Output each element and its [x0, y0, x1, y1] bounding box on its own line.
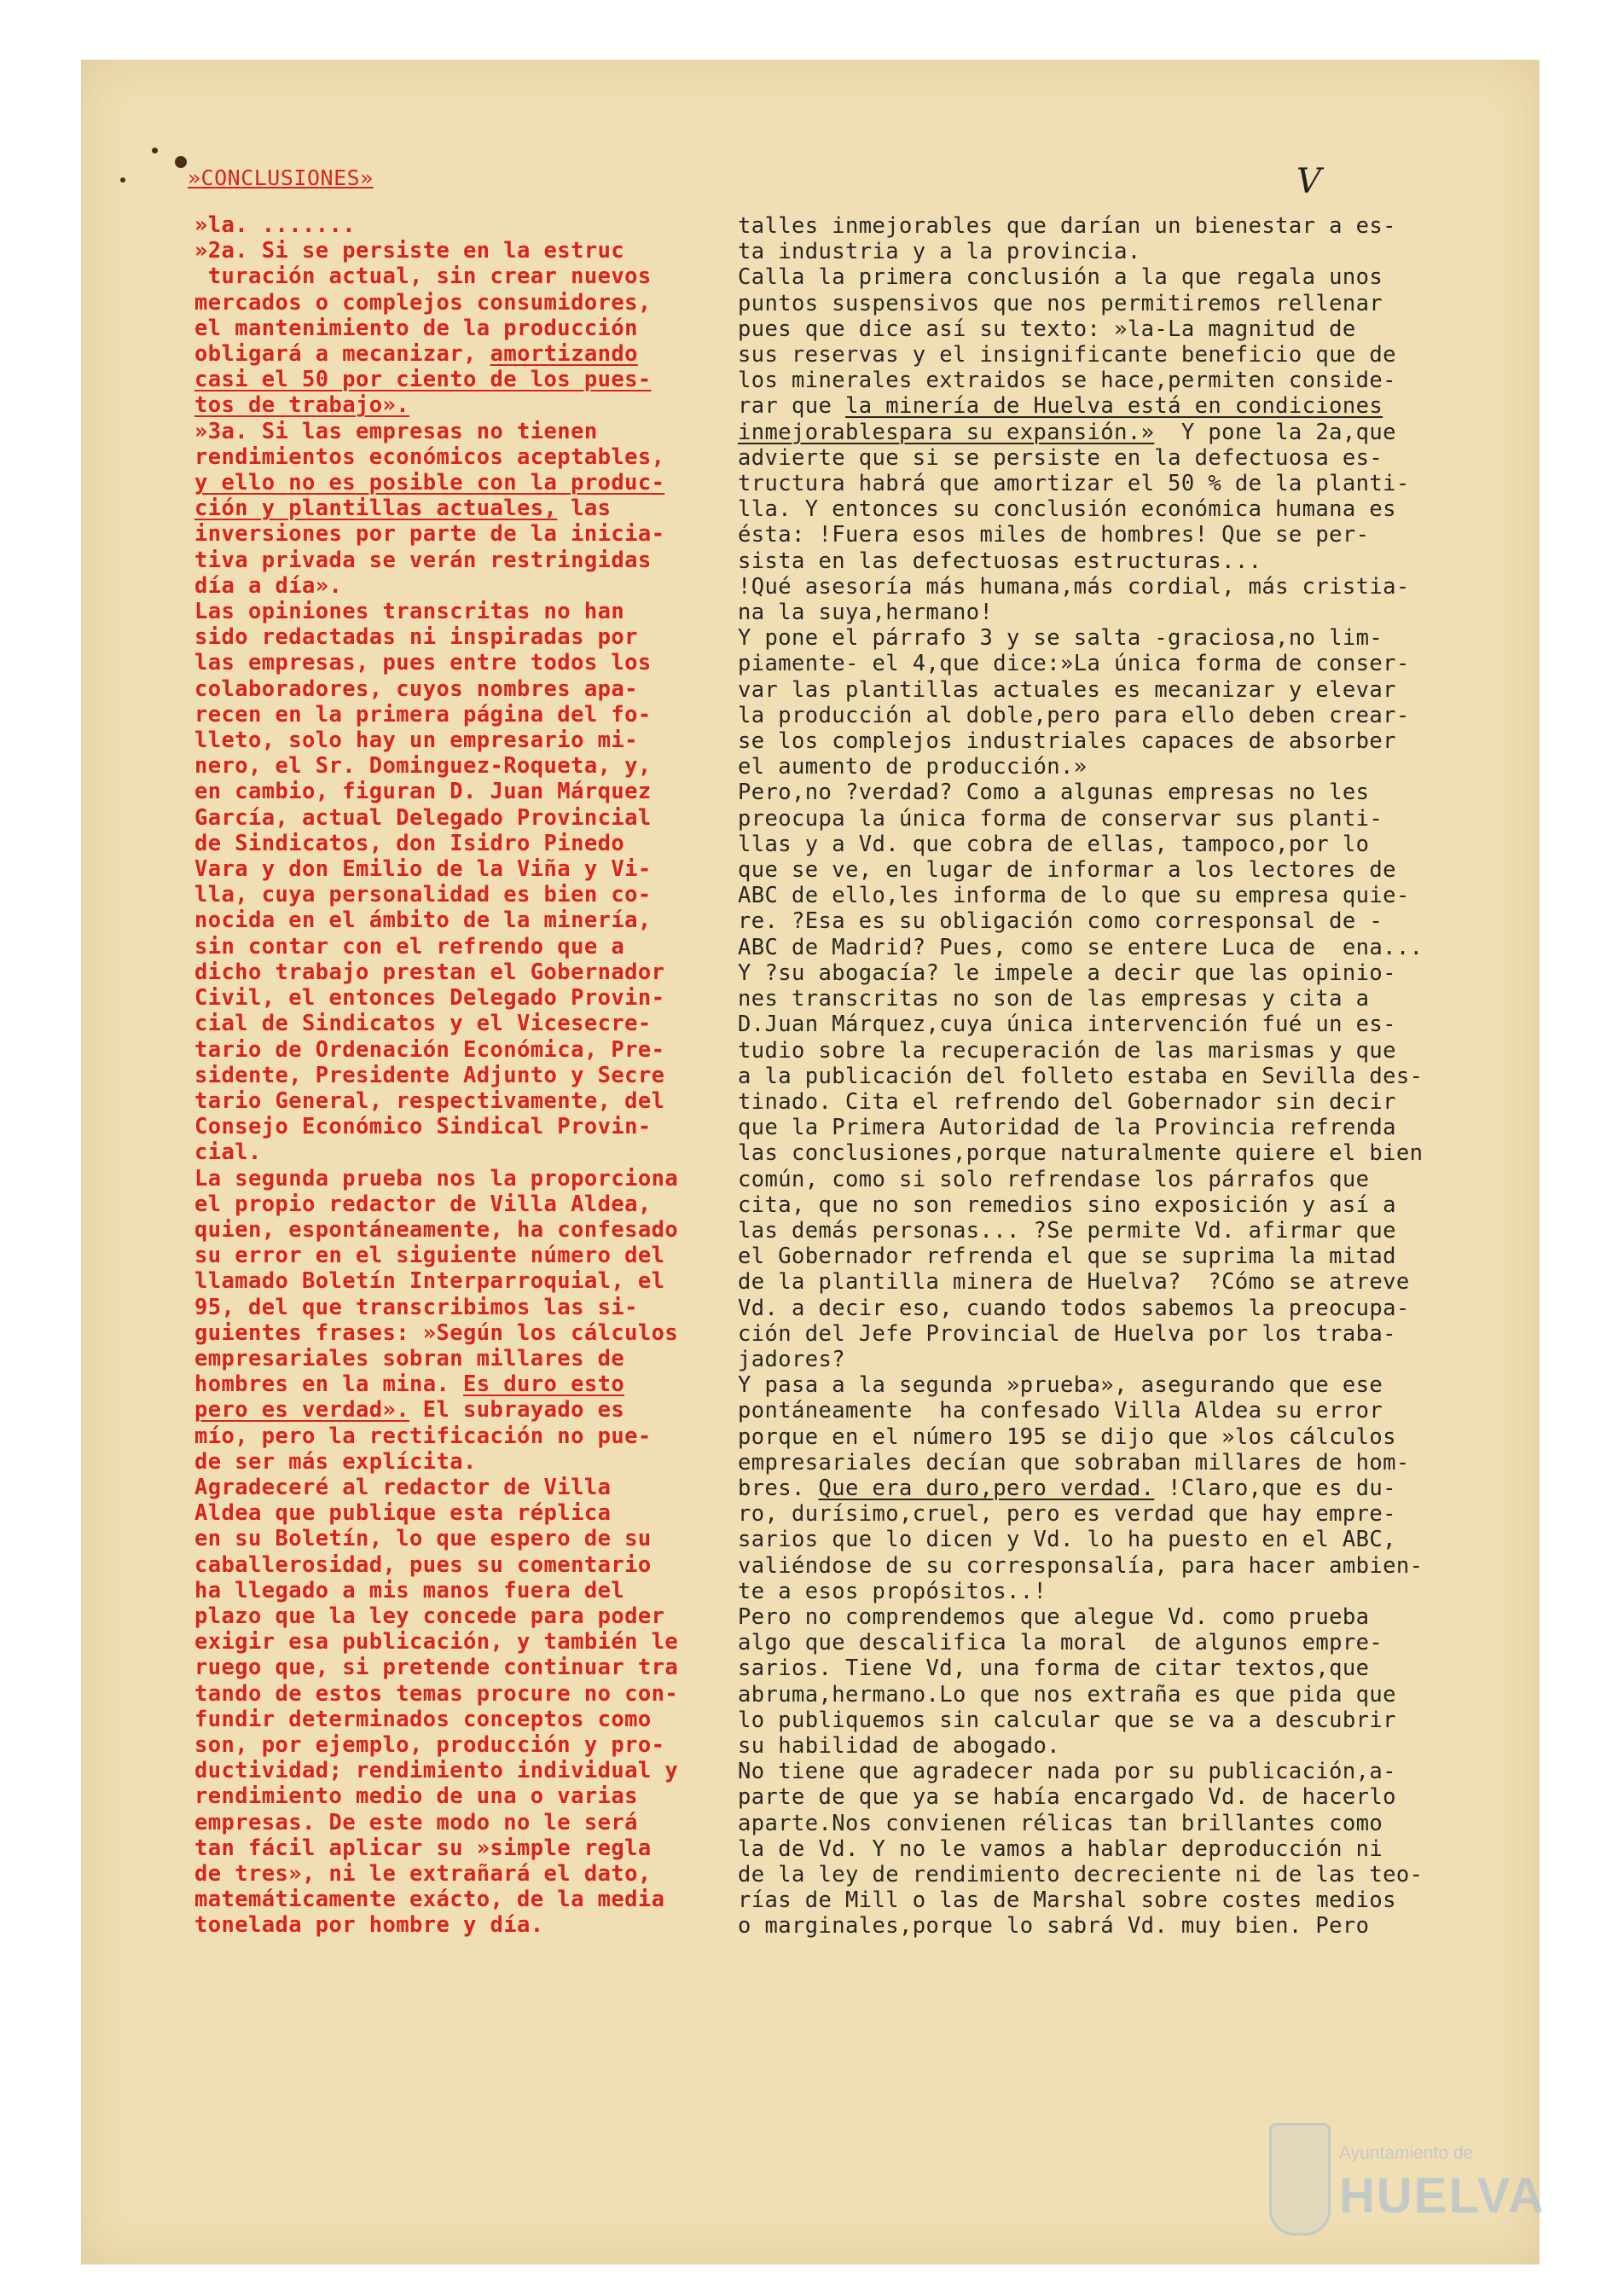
text-line: García, actual Delegado Provincial: [194, 804, 652, 831]
text-line: valiéndose de su corresponsalía, para hacer ambien-: [738, 1552, 1424, 1579]
binding-hole: [152, 148, 158, 154]
text-line: Las opiniones transcritas no han: [194, 599, 625, 625]
text-line: de ser más explícita.: [194, 1448, 477, 1475]
text-line: tinado. Cita el refrendo del Gobernador sin decir: [738, 1088, 1396, 1115]
left-column: [194, 212, 678, 1939]
text-line: empresariales sobran millares de: [194, 1345, 625, 1371]
text-line: rar que la minería de Huelva está en condiciones: [738, 393, 1383, 420]
text-line: »2a. Si se persiste en la estruc: [194, 238, 625, 264]
text-line: cita, que no son remedios sino exposición y así a: [738, 1192, 1396, 1218]
text-line: las empresas, pues entre todos los: [194, 650, 652, 676]
text-line: las conclusiones,porque naturalmente quiere el bien: [738, 1140, 1424, 1167]
text-line: Y ?su abogacía? le impele a decir que las opinio-: [738, 960, 1396, 986]
text-line: algo que descalifica la moral de algunos empre-: [738, 1630, 1383, 1656]
watermark-logo: [1269, 2118, 1568, 2254]
text-line: Pero,no ?verdad? Como a algunas empresas no les: [738, 780, 1370, 806]
text-line: ésta: !Fuera esos miles de hombres! Que se per-: [738, 522, 1370, 548]
text-line: inmejorablespara su expansión.» Y pone la 2a,que: [738, 419, 1396, 445]
text-line: plazo que la ley concede para poder: [194, 1603, 665, 1629]
text-line: ABC de Madrid? Pues, como se entere Luca de ena...: [738, 934, 1424, 960]
text-line: dicho trabajo prestan el Gobernador: [194, 959, 665, 985]
watermark-line1: Ayuntamiento de: [1339, 2143, 1474, 2163]
text-line: D.Juan Márquez,cuya única intervención fué un es-: [738, 1012, 1396, 1038]
text-line: ABC de ello,les informa de lo que su empresa quie-: [738, 883, 1410, 909]
text-line: »3a. Si las empresas no tienen: [194, 418, 598, 444]
text-line: lla. Y entonces su conclusión económica humana es: [738, 496, 1396, 523]
text-line: Consejo Económico Sindical Provin-: [194, 1114, 652, 1140]
text-line: quien, espontáneamente, ha confesado: [194, 1216, 679, 1243]
text-line: pontáneamente ha confesado Villa Aldea su error: [738, 1398, 1383, 1424]
text-line: preocupa la única forma de conservar sus planti-: [738, 805, 1383, 832]
text-line: tiva privada se verán restringidas: [194, 547, 652, 573]
text-line: el aumento de producción.»: [738, 754, 1088, 780]
text-line: en su Boletín, lo que espero de su: [194, 1526, 652, 1552]
text-line: las demás personas... ?Se permite Vd. afirmar que: [738, 1217, 1396, 1244]
binding-hole: [175, 156, 187, 168]
page-number: V: [1296, 162, 1321, 201]
text-line: son, por ejemplo, producción y pro-: [194, 1731, 665, 1758]
text-line: !Qué asesoría más humana,más cordial, más cristia-: [738, 573, 1410, 600]
text-line: a la publicación del folleto estaba en Sevilla des-: [738, 1063, 1424, 1089]
text-line: tructura habrá que amortizar el 50 % de la planti-: [738, 471, 1410, 497]
text-line: ductividad; rendimiento individual y: [194, 1758, 679, 1784]
coat-of-arms-icon: [1269, 2123, 1331, 2235]
text-line: nes transcritas no son de las empresas y cita a: [738, 986, 1370, 1012]
text-line: llamado Boletín Interparroquial, el: [194, 1268, 665, 1295]
text-line: día a día».: [194, 572, 343, 599]
binding-hole: [120, 177, 125, 183]
text-line: la producción al doble,pero para ello deben crear-: [738, 702, 1410, 728]
text-line: recen en la primera página del fo-: [194, 701, 652, 728]
text-line: tan fácil aplicar su »simple regla: [194, 1835, 652, 1861]
text-line: mercados o complejos consumidores,: [194, 289, 652, 316]
text-line: tudio sobre la recuperación de las marismas y que: [738, 1037, 1396, 1064]
text-line: Calla la primera conclusión a la que regala unos: [738, 264, 1383, 291]
text-line: La segunda prueba nos la proporciona: [194, 1165, 679, 1192]
text-line: ta industria y a la provincia.: [738, 239, 1141, 265]
text-line: abruma,hermano.Lo que nos extraña es que pida que: [738, 1681, 1396, 1708]
text-line: la de Vd. Y no le vamos a hablar deproducción ni: [738, 1835, 1383, 1862]
text-line: pues que dice así su texto: »la-La magnitud de: [738, 316, 1356, 342]
heading: »CONCLUSIONES»: [188, 165, 374, 190]
text-line: el Gobernador refrenda el que se suprima la mitad: [738, 1244, 1396, 1270]
text-line: lleto, solo hay un empresario mi-: [194, 728, 638, 754]
text-line: su habilidad de abogado.: [738, 1732, 1061, 1759]
text-line: jadores?: [738, 1346, 846, 1372]
text-line: piamente- el 4,que dice:»La única forma de conser-: [738, 651, 1410, 677]
text-line: rendimiento medio de una o varias: [194, 1783, 638, 1810]
text-line: Y pone el párrafo 3 y se salta -graciosa,no lim-: [738, 625, 1383, 652]
text-line: llas y a Vd. que cobra de ellas, tampoco,por lo: [738, 831, 1370, 857]
text-line: pero es verdad». El subrayado es: [194, 1397, 625, 1424]
text-line: los minerales extraidos se hace,permiten conside-: [738, 368, 1396, 394]
text-line: cial.: [194, 1139, 262, 1166]
text-line: en cambio, figuran D. Juan Márquez: [194, 779, 652, 805]
text-line: fundir determinados conceptos como: [194, 1706, 652, 1732]
text-line: sin contar con el refrendo que a: [194, 933, 625, 960]
text-line: y ello no es posible con la produc-: [194, 470, 665, 496]
text-line: inversiones por parte de la inicia-: [194, 521, 665, 548]
text-line: guientes frases: »Según los cálculos: [194, 1319, 679, 1346]
text-line: lo publiquemos sin calcular que se va a descubrir: [738, 1707, 1396, 1733]
text-line: que se ve, en lugar de informar a los lectores de: [738, 857, 1396, 884]
text-line: bres. Que era duro,pero verdad. !Claro,que es du-: [738, 1475, 1396, 1501]
text-line: ción del Jefe Provincial de Huelva por los traba-: [738, 1320, 1396, 1347]
text-line: empresas. De este modo no le será: [194, 1809, 638, 1835]
text-line: de la plantilla minera de Huelva? ?Cómo se atreve: [738, 1269, 1410, 1296]
text-line: var las plantillas actuales es mecanizar y elevar: [738, 676, 1396, 703]
text-line: tos de trabajo».: [194, 392, 410, 419]
text-line: sidente, Presidente Adjunto y Secre: [194, 1062, 665, 1088]
text-line: su error en el siguiente número del: [194, 1243, 665, 1269]
text-line: tonelada por hombre y día.: [194, 1912, 544, 1939]
text-line: Vd. a decir eso, cuando todos sabemos la preocupa-: [738, 1295, 1410, 1321]
text-line: de la ley de rendimiento decreciente ni de las teo-: [738, 1862, 1424, 1887]
text-line: parte de que ya se había encargado Vd. de hacerlo: [738, 1784, 1396, 1811]
text-line: 95, del que transcribimos las si-: [194, 1294, 638, 1320]
text-line: exigir esa publicación, y también le: [194, 1629, 679, 1655]
text-line: que la Primera Autoridad de la Provincia refrenda: [738, 1115, 1396, 1141]
text-line: rendimientos económicos aceptables,: [194, 444, 665, 470]
text-line: re. ?Esa es su obligación como corresponsal de -: [738, 908, 1383, 935]
text-line: porque en el número 195 se dijo que »los cálculos: [738, 1424, 1396, 1450]
watermark-line2: HUELVA: [1339, 2168, 1546, 2224]
text-line: aparte.Nos convienen rélicas tan brillantes como: [738, 1810, 1383, 1836]
text-line: Aldea que publique esta réplica: [194, 1500, 612, 1527]
text-line: puntos suspensivos que nos permitiremos rellenar: [738, 290, 1383, 316]
text-line: de tres», ni le extrañará el dato,: [194, 1861, 652, 1887]
text-line: lla, cuya personalidad es bien co-: [194, 882, 652, 908]
text-line: colaboradores, cuyos nombres apa-: [194, 676, 638, 702]
text-line: tario de Ordenación Económica, Pre-: [194, 1036, 665, 1063]
text-line: talles inmejorables que darían un bienestar a es-: [738, 213, 1396, 239]
text-line: Pero no comprendemos que alegue Vd. como prueba: [738, 1603, 1370, 1630]
text-line: »la. .......: [194, 212, 357, 238]
text-line: se los complejos industriales capaces de absorber: [738, 728, 1396, 755]
text-line: Y pasa a la segunda »prueba», asegurando que ese: [738, 1372, 1383, 1399]
text-line: nero, el Sr. Dominguez-Roqueta, y,: [194, 753, 652, 780]
text-line: el propio redactor de Villa Aldea,: [194, 1191, 652, 1217]
text-line: matemáticamente exácto, de la media: [194, 1887, 665, 1913]
text-line: rías de Mill o las de Marshal sobre costes medios: [738, 1887, 1396, 1914]
text-line: Civil, el entonces Delegado Provin-: [194, 985, 665, 1012]
text-line: o marginales,porque lo sabrá Vd. muy bien. Pero: [738, 1913, 1370, 1940]
text-line: turación actual, sin crear nuevos: [194, 264, 652, 290]
text-line: sista en las defectuosas estructuras...: [738, 548, 1262, 574]
text-line: ción y plantillas actuales, las: [194, 496, 612, 522]
text-line: sido redactadas ni inspiradas por: [194, 624, 638, 651]
text-line: nocida en el ámbito de la minería,: [194, 907, 652, 934]
text-line: Vara y don Emilio de la Viña y Vi-: [194, 856, 652, 883]
text-line: caballerosidad, pues su comentario: [194, 1551, 652, 1578]
text-line: na la suya,hermano!: [738, 600, 994, 626]
text-line: el mantenimiento de la producción: [194, 315, 638, 341]
text-line: tando de estos temas procure no con-: [194, 1680, 679, 1707]
text-line: de Sindicatos, don Isidro Pinedo: [194, 830, 625, 856]
text-line: común, como si solo refrendase los párrafos que: [738, 1166, 1370, 1192]
text-line: ruego que, si pretende continuar tra: [194, 1655, 679, 1681]
text-line: tario General, respectivamente, del: [194, 1087, 665, 1114]
text-line: casi el 50 por ciento de los pues-: [194, 367, 652, 393]
text-line: hombres en la mina. Es duro esto: [194, 1371, 625, 1398]
text-line: sus reservas y el insignificante beneficio que de: [738, 342, 1396, 368]
text-line: ro, durísimo,cruel, pero es verdad que hay empre-: [738, 1501, 1396, 1528]
text-line: No tiene que agradecer nada por su publicación,a-: [738, 1759, 1396, 1785]
text-line: ha llegado a mis manos fuera del: [194, 1577, 625, 1603]
text-line: sarios que lo dicen y Vd. lo ha puesto en el ABC,: [738, 1527, 1396, 1553]
text-line: empresariales decían que sobraban millares de hom-: [738, 1449, 1410, 1476]
text-line: te a esos propósitos..!: [738, 1578, 1047, 1604]
text-line: mío, pero la rectificación no pue-: [194, 1423, 652, 1449]
text-line: advierte que si se persiste en la defectuosa es-: [738, 444, 1383, 471]
text-line: sarios. Tiene Vd, una forma de citar textos,que: [738, 1655, 1370, 1682]
text-line: cial de Sindicatos y el Vicesecre-: [194, 1011, 652, 1037]
right-column: [738, 213, 1423, 1940]
text-line: Agradeceré al redactor de Villa: [194, 1474, 612, 1500]
text-line: obligará a mecanizar, amortizando: [194, 341, 638, 368]
